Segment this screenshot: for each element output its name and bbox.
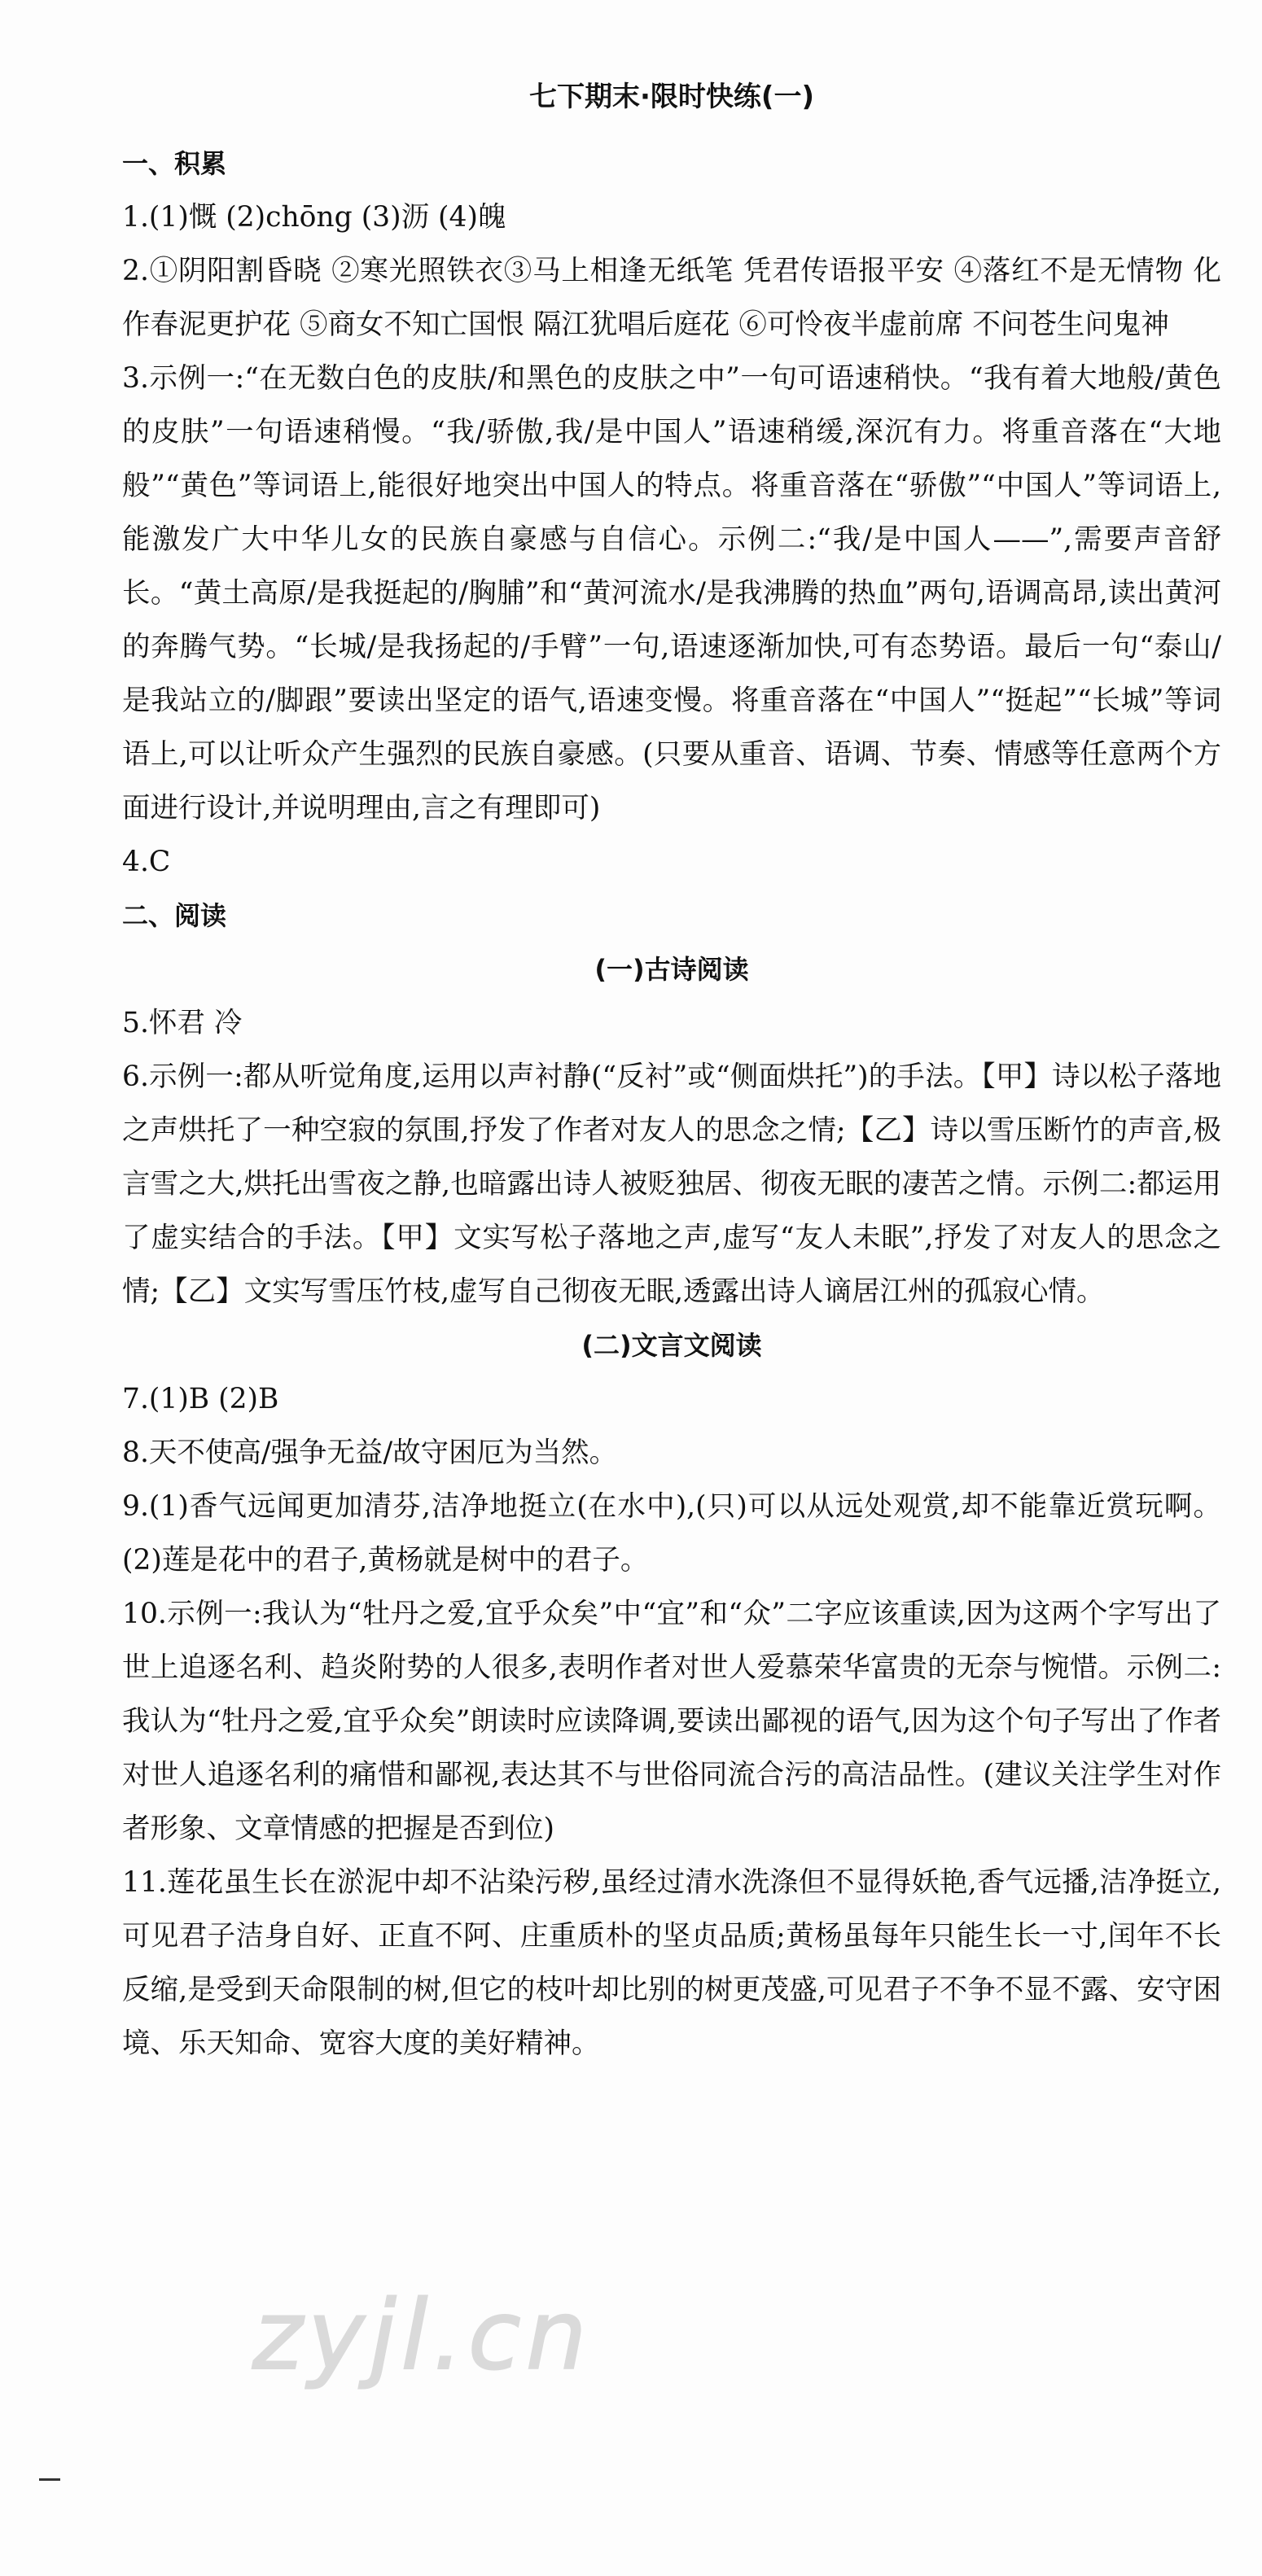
subsection-classical-heading: (二)文言文阅读 [581, 1330, 762, 1361]
answer-q2: 2.①阴阳割昏晓 ②寒光照铁衣③马上相逢无纸笔 凭君传语报平安 ④落红不是无情物 化作春泥更护花 ⑤商女不知亡国恨 隔江犹唱后庭花 ⑥可怜夜半虚前席 不问苍生问鬼神 [122, 255, 1221, 341]
answer-content [122, 75, 1221, 2071]
page-title: 七下期末·限时快练(一) [529, 81, 814, 113]
section-accumulation-heading: 一、积累 [122, 148, 227, 179]
page-corner-mark [39, 2478, 60, 2481]
answer-q10: 10.示例一:我认为“牡丹之爱,宜乎众矣”中“宜”和“众”二字应该重读,因为这两个字写出了世上追逐名利、趋炎附势的人很多,表明作者对世人爱慕荣华富贵的无奈与惋惜。示例二:我认为“牡丹之爱,宜乎众矣”朗读时应读降调,要读出鄙视的语气,因为这个句子写出了作者对世人追逐名利的痛惜和鄙视,表达其不与世俗同流合污的高洁品性。(建议关注学生对作者形象、文章情感的把握是否到位) [122, 1598, 1221, 1845]
watermark-logo [244, 2271, 765, 2401]
answer-q4: 4.C [122, 846, 171, 878]
answer-q5: 5.怀君 冷 [122, 1007, 243, 1039]
answer-q11: 11.莲花虽生长在淤泥中却不沾染污秽,虽经过清水洗涤但不显得妖艳,香气远播,洁净挺立,可见君子洁身自好、正直不阿、庄重质朴的坚贞品质;黄杨虽每年只能生长一寸,闰年不长反缩,是受到天命限制的树,但它的枝叶却比别的树更茂盛,可见君子不争不显不露、安守困境、乐天知命、宽容大度的美好精神。 [122, 1866, 1221, 2060]
answer-q9: 9.(1)香气远闻更加清芬,洁净地挺立(在水中),(只)可以从远处观赏,却不能靠近赏玩啊。(2)莲是花中的君子,黄杨就是树中的君子。 [122, 1490, 1221, 1577]
answer-q1: 1.(1)慨 (2)chōng (3)沥 (4)魄 [122, 201, 506, 234]
section-reading-heading: 二、阅读 [122, 900, 227, 931]
subsection-poetry-heading: (一)古诗阅读 [594, 954, 749, 985]
watermark-text: zyjl.cn [252, 2279, 592, 2391]
answer-q3: 3.示例一:“在无数白色的皮肤/和黑色的皮肤之中”一句可语速稍快。“我有着大地般/黄色的皮肤”一句语速稍慢。“我/骄傲,我/是中国人”语速稍缓,深沉有力。将重音落在“大地般”“黄色”等词语上,能很好地突出中国人的特点。将重音落在“骄傲”“中国人”等词语上,能激发广大中华儿女的民族自豪感与自信心。示例二:“我/是中国人——”,需要声音舒长。“黄土高原/是我挺起的/胸脯”和“黄河流水/是我沸腾的热血”两句,语调高昂,读出黄河的奔腾气势。“长城/是我扬起的/手臂”一句,语速逐渐加快,可有态势语。最后一句“泰山/是我站立的/脚跟”要读出坚定的语气,语速变慢。将重音落在“中国人”“挺起”“长城”等词语上,可以让听众产生强烈的民族自豪感。(只要从重音、语调、节奏、情感等任意两个方面进行设计,并说明理由,言之有理即可) [122, 362, 1221, 824]
answer-q6: 6.示例一:都从听觉角度,运用以声衬静(“反衬”或“侧面烘托”)的手法。【甲】诗以松子落地之声烘托了一种空寂的氛围,抒发了作者对友人的思念之情;【乙】诗以雪压断竹的声音,极言雪之大,烘托出雪夜之静,也暗露出诗人被贬独居、彻夜无眠的凄苦之情。示例二:都运用了虚实结合的手法。【甲】文实写松子落地之声,虚写“友人未眠”,抒发了对友人的思念之情;【乙】文实写雪压竹枝,虚写自己彻夜无眠,透露出诗人谪居江州的孤寂心情。 [122, 1061, 1221, 1308]
answer-q7: 7.(1)B (2)B [122, 1383, 279, 1415]
answer-q8: 8.天不使高/强争无益/故守困厄为当然。 [122, 1437, 618, 1469]
